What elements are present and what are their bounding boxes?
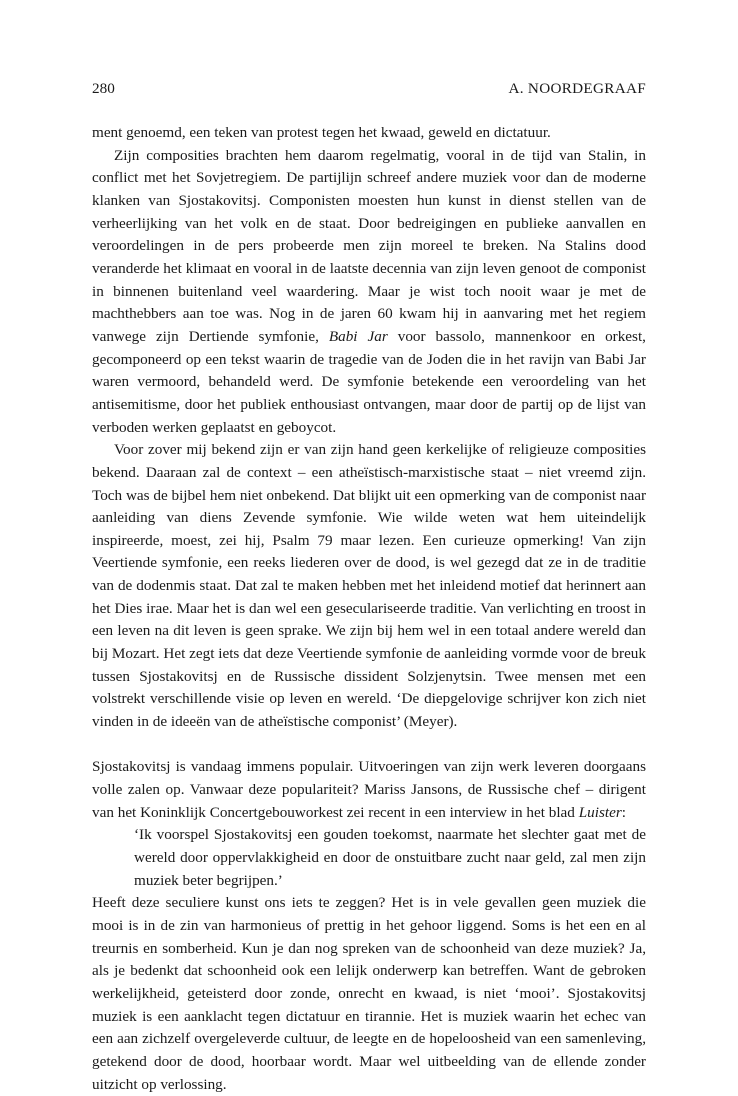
- paragraph-2-text-b: voor bassolo, mannenkoor en orkest, gecomponeerd op een tekst waarin de tragedie van de Joden die in het ravijn van Babi Jar waren vermoord, behandeld werd. De symfonie betekende een veroordeling van het antisemitisme, door het publiek enthousiast ontvangen, maar door de partij op de lijst van verboden werken geplaatst en geboycot.: [92, 327, 646, 436]
- running-head-author: A. NOORDEGRAAF: [508, 80, 646, 97]
- block-quote: ‘Ik voorspel Sjostakovitsj een gouden toekomst, naarmate het slechter gaat met de wereld door oppervlakkigheid en door de onstuitbare zucht naar geld, zal men zijn muziek beter begrijpen.’: [134, 826, 646, 889]
- page-header: [92, 78, 646, 100]
- paragraph-3: Voor zover mij bekend zijn er van zijn hand geen kerkelijke of religieuze composities bekend. Daaraan zal de context – een atheïstisch-marxistische staat – niet vreemd zijn. Toch was de bijbel hem niet onbekend. Dat blijkt uit een opmerking van de componist naar aanleiding van diens Zevende symfonie. Wie wilde weten wat hem uiteindelijk inspireerde, moest, zei hij, Psalm 79 maar lezen. Een curieuze opmerking! Van zijn Veertiende symfonie, een reeks liederen over de dood, is wel gezegd dat ze in de traditie van de dodenmis staat. Dat zal te maken hebben met het inleidend motief dat herinnert aan het Dies irae. Maar het is dan wel een geseculariseerde traditie. Van verlichting en troost in een leven na dit leven is geen sprake. We zijn bij hem wel in een totaal andere wereld dan bij Mozart. Het zegt iets dat deze Veertiende symfonie de aanleiding vormde voor de breuk tussen Sjostakovitsj en de Russische dissident Solzjenytsin. Twee mensen met een volstrekt verschillende visie op leven en wereld. ‘De diepgelovige schrijver kon zich niet vinden in de ideeën van de atheïstische componist’ (Meyer).: [92, 441, 646, 731]
- paragraph-4-italic-magazine: Luister: [578, 803, 622, 821]
- paragraph-5: Heeft deze seculiere kunst ons iets te zeggen? Het is in vele gevallen geen muziek die mooi is in de zin van harmonieus of prettig in het gehoor liggend. Soms is het een en al treurnis en somberheid. Kun je dan nog spreken van de schoonheid van deze muziek? Ja, als je bedenkt dat schoonheid ook een lelijk onderwerp kan betreffen. Want de gebroken werkelijkheid, geteisterd door zonde, onrecht en kwaad, is niet ‘mooi’. Sjostakovitsj muziek is een aanklacht tegen dictatuur en tirannie. Het is muziek waarin het echec van een aan zichzelf overgeleverde cultuur, de leegte en de hopeloosheid van een samenleving, getekend door de dood, hoorbaar wordt. Maar wel uitbeelding van de ellende zonder uitzicht op verlossing.: [92, 894, 646, 1093]
- paragraph-2-italic-title: Babi Jar: [328, 327, 388, 345]
- paragraph-1: ment genoemd, een teken van protest tegen het kwaad, geweld en dictatuur.: [92, 124, 551, 141]
- paragraph-2: [92, 145, 646, 440]
- page-number: 280: [92, 80, 115, 97]
- paragraph-2-text-a: Zijn composities brachten hem daarom regelmatig, vooral in de tijd van Stalin, in conflict met het Sovjetregiem. De partijlijn schreef andere muziek voor dan de moderne klanken van Sjostakovitsj. Componisten moesten hun kunst in dienst stellen van de verheerlijking van het volk en de staat. Door bedreigingen en publieke aanvallen en veroordelingen in de pers probeerde men zijn moreel te breken. Na Stalins dood veranderde het klimaat en vooral in de laatste decennia van zijn leven genoot de componist in binnenen buitenland veel waardering. Maar je wist toch nooit waar je met de machthebbers aan toe was. Nog in de jaren 60 kwam hij in aanvaring met het regiem vanwege zijn Dertiende symfonie,: [92, 146, 646, 345]
- paragraph-4: [92, 756, 646, 824]
- paragraph-4-text-a: Sjostakovitsj is vandaag immens populair. Uitvoeringen van zijn werk leveren doorgaans volle zalen op. Vanwaar deze populariteit? Mariss Jansons, de Russische chef – dirigent van het Koninklijk Concertgebouworkest zei recent in een interview in het blad: [92, 758, 646, 821]
- body-text: [92, 122, 646, 1096]
- paragraph-4-text-b: :: [621, 803, 626, 821]
